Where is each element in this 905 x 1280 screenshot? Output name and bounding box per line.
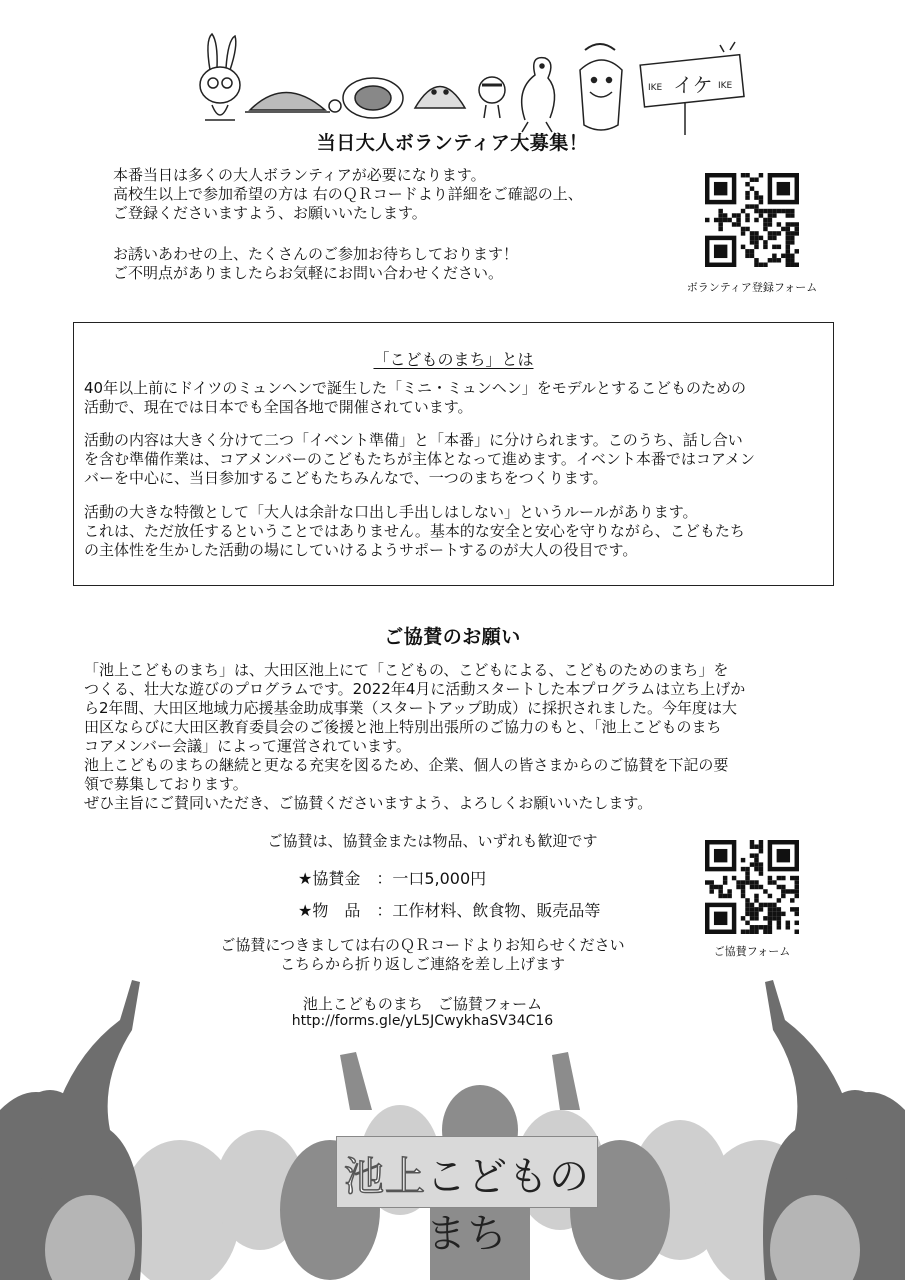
ikegami-kodomo-no-machi-logo: [336, 1136, 598, 1257]
logo-text-part-2: こどものまち: [426, 1154, 590, 1257]
creature-doodle: [479, 77, 505, 118]
sponsor-qr-caption: ご協賛フォーム: [713, 945, 791, 958]
volunteer-qr-code[interactable]: [705, 173, 799, 267]
sponsor-notice-2: こちらから折り返しご連絡を差し上げます: [279, 955, 565, 973]
onigiri-doodle: [415, 87, 465, 109]
logo-text: [337, 1145, 597, 1259]
sponsor-welcome: ご協賛は、協賛金または物品、いずれも歓迎です: [267, 832, 598, 850]
turtle-doodle: [245, 93, 341, 113]
sponsor-notice-1: ご協賛につきましては右のＱＲコードよりお知らせください: [220, 936, 625, 954]
bird-doodle: [522, 58, 555, 132]
face-character-doodle: [580, 44, 622, 130]
sponsor-body: 「池上こどものまち」は、大田区池上にて「こどもの、こどもによる、こどものためのまち」を つくる、壮大な遊びのプログラムです。2022年4月に活動スタートした本プログラムは立ち上げか ら2年間、大田区地域力応援基金助成事業（スタートアップ助成）に採択されました。今年度は大 田区ならびに大田区教育委員会のご後援と池上特別出張所のご協力のもと、「池上こどものまち コアメンバー会議」によって運営されています。 池上こどものまちの継続と更なる充実を図るため、企業、個人の皆さまからのご協賛を下記の要 領で募集しております。 ぜひ主旨にご賛同いただき、ご協賛くださいますよう、よろしくお願いいたします。: [84, 661, 746, 812]
logo-text-part-1: 池上: [344, 1154, 426, 1200]
about-paragraph-1: 40年以上前にドイツのミュンヘンで誕生した「ミニ・ミュンヘン」をモデルとするこどものための 活動で、現在では日本でも全国各地で開催されています。: [84, 379, 746, 416]
plate-doodle: [343, 78, 403, 118]
sponsor-title: ご協賛のお願い: [384, 626, 521, 648]
sign-right-text: IKE: [718, 81, 733, 91]
sponsor-qr-code[interactable]: [705, 840, 799, 934]
sponsor-form-url[interactable]: http://forms.gle/yL5JCwykhaSV34C16: [291, 1013, 554, 1029]
about-paragraph-3: 活動の大きな特徴として「大人は余計な口出し手出しはしない」というルールがあります。 これは、ただ放任するということではありません。基本的な安全と安心を守りながら、こどもたち の主体性を生かした活動の場にしていけるようサポートするのが大人の役目です。: [84, 503, 745, 559]
about-box: [73, 322, 834, 586]
volunteer-qr-caption: ボランティア登録フォーム: [686, 281, 818, 294]
volunteer-title: 当日大人ボランティア大募集！: [316, 132, 589, 154]
sign-main-text: イケ: [673, 73, 713, 97]
volunteer-paragraph-2: お誘いあわせの上、たくさんのご参加お待ちしております！ ご不明点がありましたらお気軽にお問い合わせください。: [113, 245, 519, 282]
volunteer-paragraph-1: 本番当日は多くの大人ボランティアが必要になります。 高校生以上で参加希望の方は 右のＱＲコードより詳細をご確認の上、 ご登録くださいますよう、お願いいたします。: [113, 166, 583, 222]
sponsor-form-name: 池上こどものまち ご協賛フォーム: [302, 995, 543, 1013]
about-paragraph-2: 活動の内容は大きく分けて二つ「イベント準備」と「本番」に分けられます。このうち、話し合い を含む準備作業は、コアメンバーのこどもたちが主体となって進めます。イベント本番ではコアメン バーを中心に、当日参加するこどもたちみんなで、一つのまちをつくります。: [84, 431, 755, 487]
sign-left-text: IKE: [648, 83, 663, 93]
about-title: [74, 347, 833, 370]
sponsor-item-goods: ★物 品 ：工作材料、飲食物、販売品等: [298, 901, 601, 920]
sponsor-item-money: ★協賛金 ：一口5,000円: [298, 869, 487, 888]
about-title-text: 「こどものまち」とは: [373, 350, 534, 369]
rabbit-doodle: [200, 34, 240, 120]
